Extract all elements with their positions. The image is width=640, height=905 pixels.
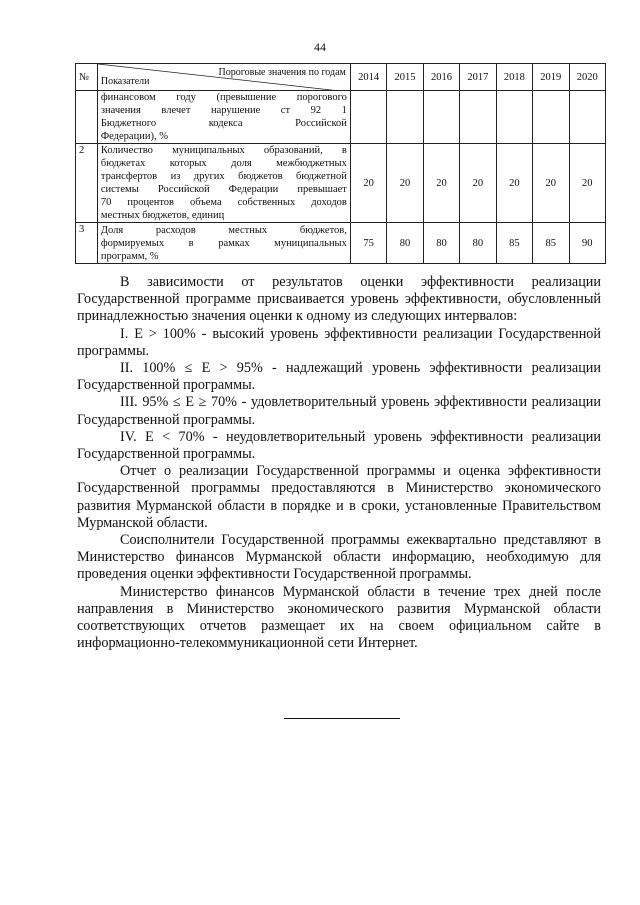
indicator-line: финансовом году (превышение порогового	[100, 92, 347, 103]
header-indicators-diagonal	[97, 64, 350, 91]
header-year: 2016	[423, 64, 459, 91]
header-indicators: Показатели	[100, 76, 150, 87]
row-value	[460, 91, 496, 144]
row-value: 85	[496, 223, 532, 264]
row-value: 20	[460, 144, 496, 223]
header-year: 2015	[387, 64, 423, 91]
paragraph: Отчет о реализации Государственной программы и оценка эффективности Государственной программы предоставляются в Министерство экономического развития Мурманской области в порядке и в сроки, установленные Правительством Мурманской области.	[77, 463, 601, 531]
row-value: 20	[569, 144, 606, 223]
row-value: 20	[496, 144, 532, 223]
table-header-row	[76, 64, 606, 91]
row-num: 2	[76, 144, 98, 223]
row-indicator	[97, 223, 350, 264]
header-year: 2018	[496, 64, 532, 91]
table-row	[76, 223, 606, 264]
indicator-line: программ, %	[100, 250, 159, 262]
row-value: 80	[387, 223, 423, 264]
table-row	[76, 144, 606, 223]
paragraph: IV. E < 70% - неудовлетворительный уровень эффективности реализации Государственной программы.	[77, 428, 601, 463]
header-num: №	[76, 64, 98, 91]
row-value: 75	[350, 223, 386, 264]
table-row	[76, 91, 606, 144]
indicator-line: трансфертов из других бюджетов бюджетной	[100, 171, 347, 182]
header-thresholds: Пороговые значения по годам	[218, 67, 346, 78]
paragraph: I. E > 100% - высокий уровень эффективности реализации Государственной программы.	[77, 325, 601, 359]
row-num	[76, 91, 98, 144]
header-year: 2014	[350, 64, 386, 91]
row-value: 80	[423, 223, 459, 264]
indicator-line: Количество муниципальных образований, в	[100, 145, 347, 156]
row-value: 20	[350, 144, 386, 223]
paragraph: Соисполнители Государственной программы ежеквартально представляют в Министерство финансов Мурманской области информацию, необходимую для проведения оценки эффективности Государственной программы.	[77, 532, 601, 583]
row-value: 85	[533, 223, 569, 264]
body-text	[77, 274, 601, 652]
row-indicator	[97, 144, 350, 223]
row-value	[496, 91, 532, 144]
header-year: 2019	[533, 64, 569, 91]
row-value: 90	[569, 223, 606, 264]
paragraph: II. 100% ≤ E > 95% - надлежащий уровень эффективности реализации Государственной программы.	[77, 360, 601, 394]
indicator-line: значения влечет нарушение ст 92 1	[100, 105, 347, 116]
page-number: 44	[314, 40, 326, 54]
paragraph: III. 95% ≤ E ≥ 70% - удовлетворительный уровень эффективности реализации Государственной программы.	[77, 394, 601, 428]
indicator-line: системы Российской Федерации превышает	[100, 184, 347, 195]
indicator-line: бюджетах которых доля межбюджетных	[100, 158, 347, 169]
paragraph: Министерство финансов Мурманской области в течение трех дней после направления в Министерство экономического развития Мурманской области соответствующих отчетов размещает их на своем официальном сайте в информационно-телекоммуникационной сети Интернет.	[77, 583, 601, 652]
row-value: 20	[387, 144, 423, 223]
header-year: 2017	[460, 64, 496, 91]
row-value: 20	[423, 144, 459, 223]
indicator-line: Федерации), %	[100, 131, 168, 142]
row-value	[423, 91, 459, 144]
thresholds-table	[75, 63, 606, 264]
row-value: 80	[460, 223, 496, 264]
row-indicator	[97, 91, 350, 144]
indicator-line: Доля расходов местных бюджетов,	[100, 224, 347, 236]
row-value	[533, 91, 569, 144]
row-value	[350, 91, 386, 144]
header-year: 2020	[569, 64, 606, 91]
paragraph: В зависимости от результатов оценки эффективности реализации Государственной программе присваивается уровень эффективности, обусловленный принадлежностью значения оценки к одному из следующих интервалов:	[77, 274, 601, 325]
row-num: 3	[76, 223, 98, 264]
row-value	[569, 91, 606, 144]
indicator-line: Бюджетного кодекса Российской	[100, 118, 347, 129]
row-value: 20	[533, 144, 569, 223]
end-divider	[284, 718, 400, 719]
indicator-line: 70 процентов объема собственных доходов	[100, 197, 347, 208]
indicator-line: местных бюджетов, единиц	[100, 210, 225, 221]
indicator-line: формируемых в рамках муниципальных	[100, 237, 347, 249]
row-value	[387, 91, 423, 144]
